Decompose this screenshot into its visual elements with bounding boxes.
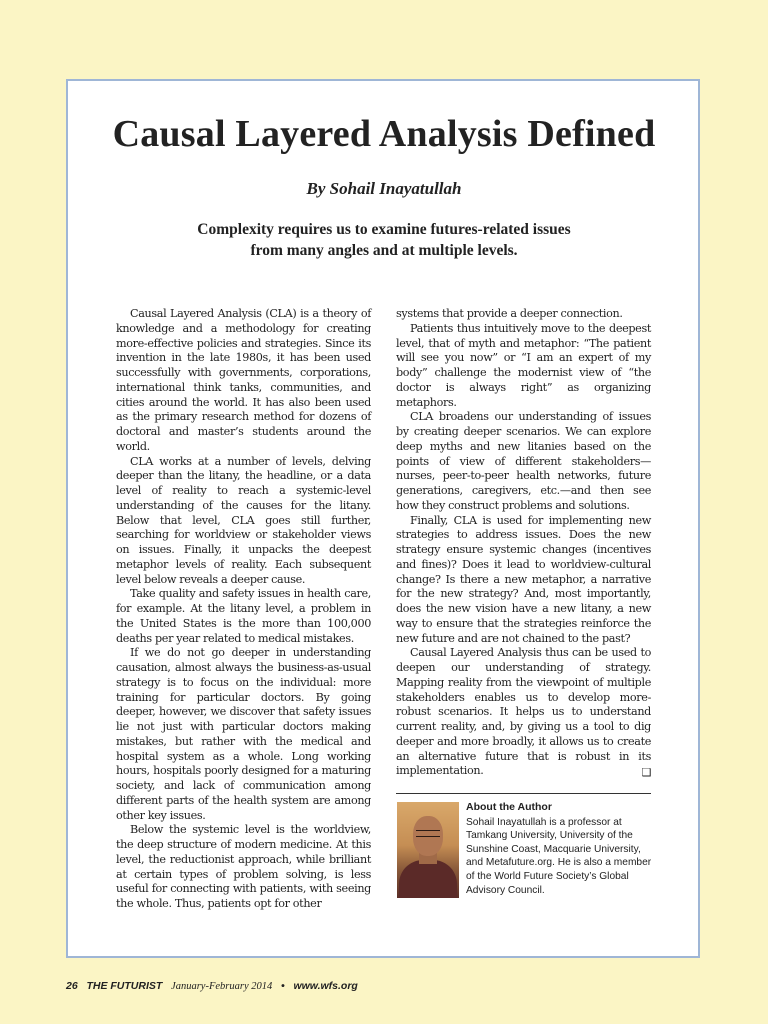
body-paragraph: CLA broadens our understanding of issues by creating deeper scenarios. We can explore deep myths and new litanies based on the points of view of different stakeholders—nurses, peer-to-peer health networks, future generations, caregivers, etc.—and then see how they construct problems and solutions. [396,410,651,512]
left-column [116,307,371,912]
final-paragraph-text: Causal Layered Analysis thus can be used to deepen our understanding of strategy. Mapping reality from the viewpoint of multiple stakeholders enables us to develop more-robust scenarios. It helps us to understand current reality, and, by giving us a tool to dig deeper and more broadly, it allows us to create an alternative future that is robust in its implementation. [396,646,651,778]
website-link[interactable]: www.wfs.org [293,980,358,992]
body-paragraph: Causal Layered Analysis (CLA) is a theory of knowledge and a methodology for creating more-effective policies and strategies. Since its invention in the late 1980s, it has been used successfully with governments, corporations, international think tanks, communities, and cities around the world. It has also been used as the primary research method for dozens of doctoral and master’s students around the world. [116,307,371,453]
footer-bullet: • [281,980,285,992]
dek-line-2: from many angles and at multiple levels. [250,242,518,259]
issue-date: January-February 2014 [171,981,273,992]
about-author-body: Sohail Inayatullah is a professor at Tamkang University, University of the Sunshine Coast, Macquarie University, and Metafuture.org. He is also a member of the World Future Society’s Global Advisory Council. [466,816,652,896]
body-paragraph: Finally, CLA is used for implementing new strategies to address issues. Does the new strategy ensure systemic changes (incentives and fines)? Does it lead to worldview-cultural change? Is there a new metaphor, a narrative for the new strategy? And, most importantly, does the new vision have a new litany, a new way to ensure that the strategies reinforce the new future and are not chained to the past? [396,513,651,645]
body-paragraph: Take quality and safety issues in health care, for example. At the litany level, a problem in the United States is the more than 100,000 deaths per year related to medical mistakes. [116,587,371,645]
author-divider [396,793,651,794]
author-photo [397,802,459,898]
about-author [466,801,656,897]
body-paragraph: If we do not go deeper in understanding causation, almost always the business-as-usual strategy is to focus on the individual: more training for particular doctors. By going deeper, however, we discover that safety issues lie not just with particular doctors making mistakes, but rather with the medical and hospital system as a whole. Long working hours, hospitals poorly designed for a maturing society, and lack of communication among different parts of the health system are among other key issues. [116,646,371,822]
article-byline: By Sohail Inayatullah [306,179,462,198]
about-author-heading: About the Author [466,801,552,813]
body-paragraph [396,646,651,779]
dek-line-1: Complexity requires us to examine futures-related issues [197,221,571,238]
article-dek [150,219,618,261]
article-title: Causal Layered Analysis Defined [112,113,656,155]
page-footer [66,980,358,992]
body-paragraph-continued: systems that provide a deeper connection. [396,307,623,320]
magazine-name: THE FUTURIST [86,980,163,992]
body-paragraph: Below the systemic level is the worldview, the deep structure of modern medicine. At this level, the reductionist approach, while brilliant at certain types of problem solving, is less useful for connecting with patients, with seeing the whole. Thus, patients opt for other [116,823,371,910]
body-paragraph: Patients thus intuitively move to the deepest level, that of myth and metaphor: “The patient will see you now” or “I am an expert of my body” challenge the modernist view of “the doctor is always right” as organizing metaphors. [396,321,651,409]
end-mark-icon: ❑ [641,766,651,780]
right-column [396,307,651,781]
body-paragraph: CLA works at a number of levels, delving deeper than the litany, the headline, or a data level of reality to reach a systemic-level understanding of the causes for the litany. Below that level, CLA goes still further, searching for worldview or stakeholder views on issues. Finally, it unpacks the deepest metaphor levels of reality. Each subsequent level below reveals a deeper cause. [116,454,371,586]
page-number: 26 [66,980,78,992]
